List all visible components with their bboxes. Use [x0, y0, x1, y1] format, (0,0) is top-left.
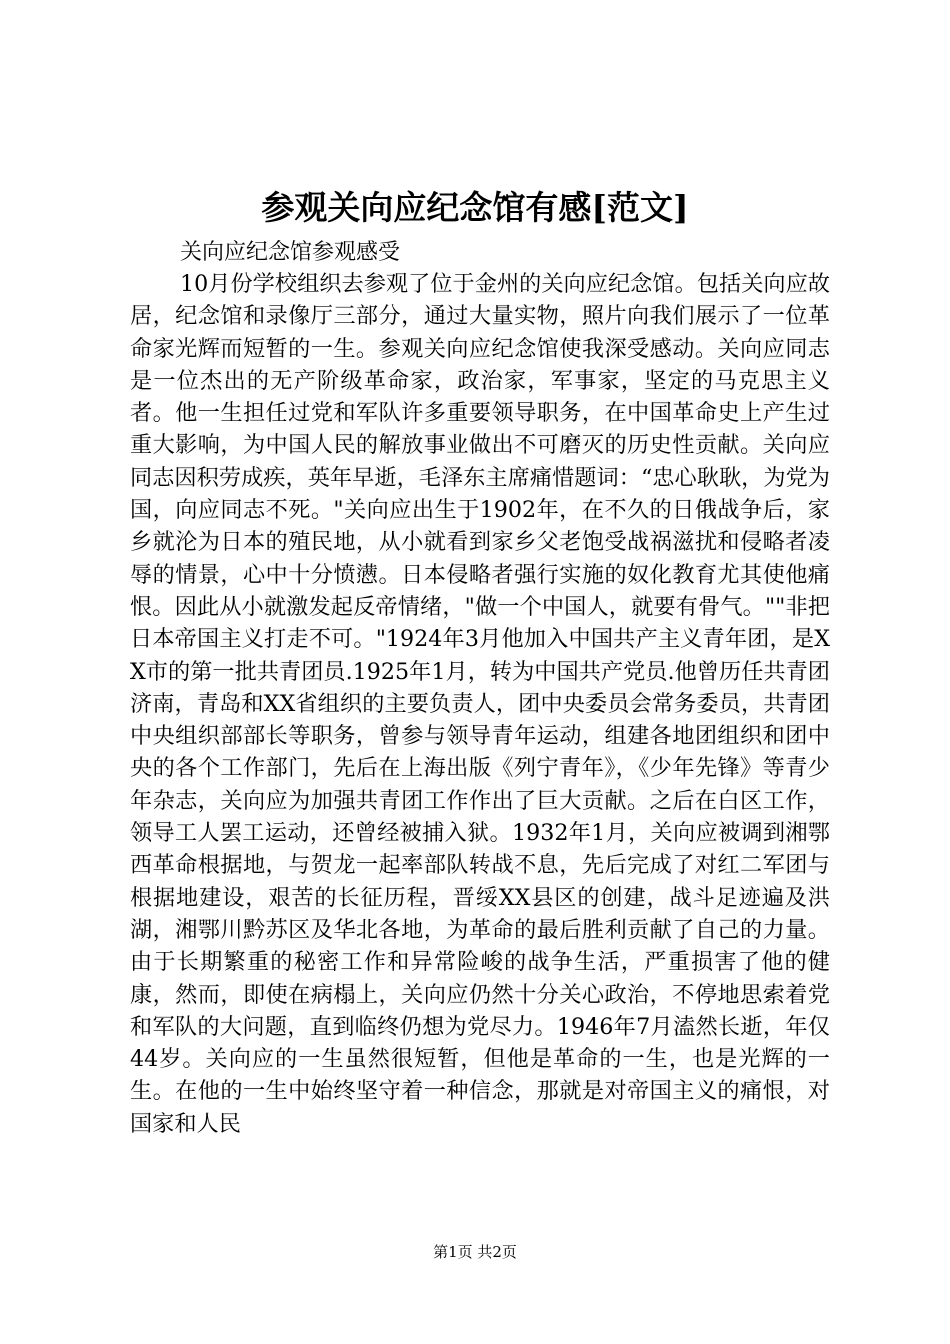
document-title: 参观关向应纪念馆有感[范文]: [261, 188, 689, 227]
document-subtitle: 关向应纪念馆参观感受: [180, 240, 401, 265]
body-paragraph: 10月份学校组织去参观了位于金州的关向应纪念馆。包括关向应故居，纪念馆和录像厅三部分，通过大量实物，照片向我们展示了一位革命家光辉而短暂的一生。参观关向应纪念馆使我深受感动。关向应同志是一位杰出的无产阶级革命家，政治家，军事家，坚定的马克思主义者。他一生担任过党和军队许多重要领导职务，在中国革命史上产生过重大影响，为中国人民的解放事业做出不可磨灭的历史性贡献。关向应同志因积劳成疾，英年早逝，毛泽东主席痛惜题词：“忠心耿耿，为党为国，向应同志不死。"关向应出生于1902年，在不久的日俄战争后，家乡就沦为日本的殖民地，从小就看到家乡父老饱受战祸滋扰和侵略者凌辱的情景，心中十分愤懑。日本侵略者强行实施的奴化教育尤其使他痛恨。因此从小就激发起反帝情绪，"做一个中国人，就要有骨气。""非把日本帝国主义打走不可。"1924年3月他加入中国共产主义青年团，是XX市的第一批共青团员.1925年1月，转为中国共产党员.他曾历任共青团济南，青岛和XX省组织的主要负责人，团中央委员会常务委员，共青团中央组织部部长等职务，曾参与领导青年运动，组建各地团组织和团中央的各个工作部门，先后在上海出版《列宁青年》，《少年先锋》等青少年杂志，关向应为加强共青团工作作出了巨大贡献。之后在白区工作，领导工人罢工运动，还曾经被捕入狱。1932年1月，关向应被调到湘鄂西革命根据地，与贺龙一起率部队转战不息，先后完成了对红二军团与根据地建设，艰苦的长征历程，晋绥XX县区的创建，战斗足迹遍及洪湖，湘鄂川黔苏区及华北各地，为革命的最后胜利贡献了自己的力量。由于长期繁重的秘密工作和异常险峻的战争生活，严重损害了他的健康，然而，即使在病榻上，关向应仍然十分关心政治，不停地思索着党和军队的大问题，直到临终仍想为党尽力。1946年7月溘然长逝，年仅44岁。关向应的一生虽然很短暂，但他是革命的一生，也是光辉的一生。在他的一生中始终坚守着一种信念，那就是对帝国主义的痛恨，对国家和人民: [130, 271, 830, 1137]
page-footer: 第1页 共2页: [433, 1243, 517, 1261]
